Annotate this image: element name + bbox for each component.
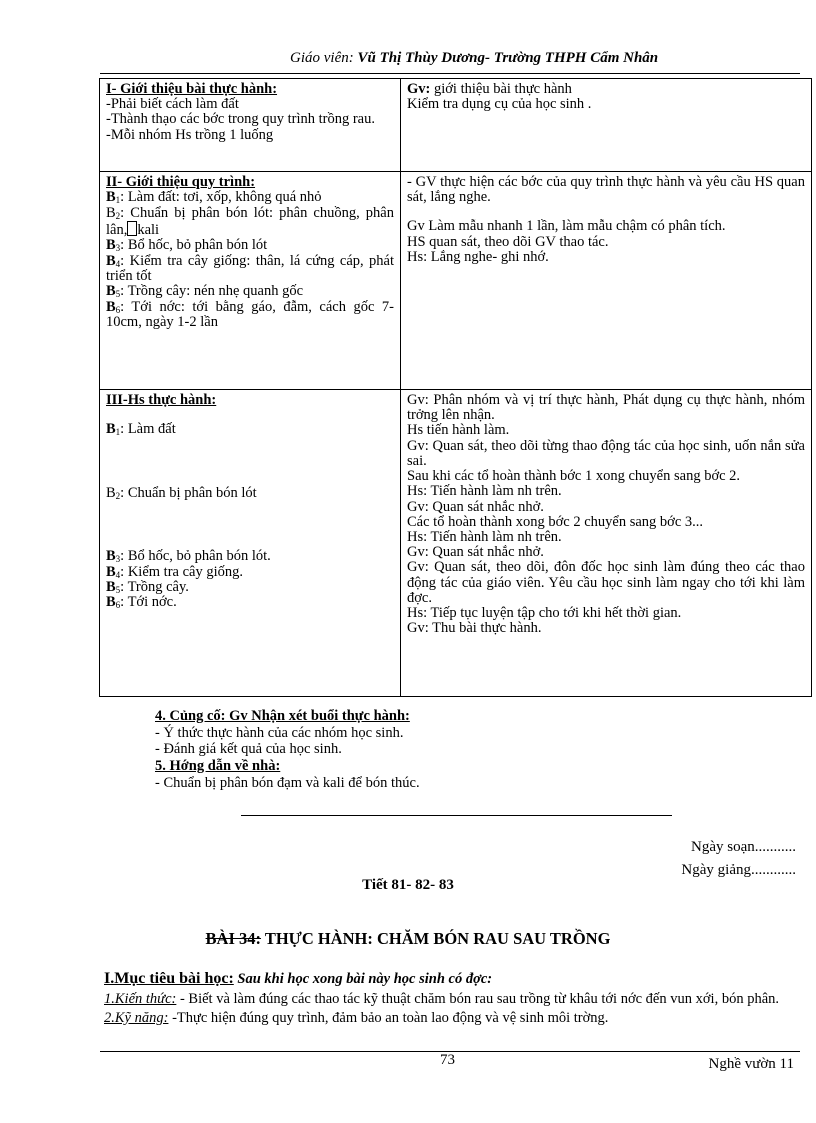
skill-label: 2.Kỹ năng: bbox=[104, 1009, 169, 1026]
objectives-section bbox=[104, 969, 794, 1027]
homework-line: - Chuẩn bị phân bón đạm và kali để bón thúc. bbox=[155, 774, 420, 791]
page-number: 73 bbox=[440, 1052, 455, 1068]
step-text: : Chuẩn bị phân bón lót: phân chuồng, phân lân, bbox=[106, 204, 394, 239]
step-sub: 1 bbox=[115, 427, 121, 438]
step-text: : Làm đất: tơi, xốp, không quá nhỏ bbox=[120, 189, 322, 206]
step-label: B bbox=[106, 484, 116, 501]
procedure-note: Hs: Lắng nghe- ghi nhớ. bbox=[407, 248, 549, 265]
step-text: kali bbox=[137, 222, 160, 239]
section-separator bbox=[241, 815, 672, 816]
period-heading: Tiết 81- 82- 83 bbox=[362, 877, 454, 893]
step-label: B bbox=[106, 252, 116, 269]
step-text: : Chuẩn bị phân bón lót bbox=[120, 484, 257, 501]
practice-title: III-Hs thực hành: bbox=[106, 392, 217, 408]
step-label: B bbox=[106, 283, 116, 300]
practice-note: Gv: Quan sát, theo dõi, đôn đốc học sinh làm đúng theo các thao động tác của giáo viên. Yêu cầu học sinh làm ngay cho tới khi làm đợc. bbox=[407, 559, 805, 606]
procedure-note: - GV thực hiện các bớc của quy trình thực hành và yêu cầu HS quan sát, lắng nghe. bbox=[407, 174, 805, 206]
page-header bbox=[290, 50, 800, 67]
objectives-subtitle: Sau khi học xong bài này học sinh có đợc: bbox=[233, 971, 493, 987]
intro-right-second: Kiểm tra dụng cụ của học sinh . bbox=[407, 96, 592, 113]
step-text: : Bổ hốc, bỏ phân bón lót. bbox=[120, 548, 271, 565]
intro-right-first: giới thiệu bài thực hành bbox=[430, 81, 572, 97]
step-text: : Trồng cây: nén nhẹ quanh gốc bbox=[120, 283, 304, 300]
table-row-procedure bbox=[100, 172, 812, 390]
step-sub: 4 bbox=[115, 258, 121, 269]
intro-right-cell bbox=[401, 79, 812, 172]
step-label: B bbox=[106, 237, 116, 254]
step-sub: 5 bbox=[115, 584, 121, 595]
step-label: B bbox=[106, 548, 116, 565]
lesson-heading bbox=[0, 929, 816, 949]
header-rule bbox=[100, 73, 800, 74]
consolidation-line: - Ý thức thực hành của các nhóm học sinh. bbox=[155, 724, 404, 741]
knowledge-label: 1.Kiến thức: bbox=[104, 990, 177, 1007]
step-text: : Bổ hốc, bỏ phân bón lót bbox=[120, 237, 268, 254]
footer-subject: Nghề vườn 11 bbox=[708, 1056, 794, 1072]
step-label: B bbox=[106, 421, 116, 438]
intro-right-lead: Gv: bbox=[407, 81, 431, 97]
intro-title: I- Giới thiệu bài thực hành: bbox=[106, 81, 278, 97]
practice-note: Sau khi các tổ hoàn thành bớc 1 xong chuyển sang bớc 2. bbox=[407, 468, 741, 485]
lesson-number: BÀI 34: bbox=[205, 929, 262, 948]
intro-left-cell bbox=[100, 79, 401, 172]
practice-note: Hs: Tiến hành làm nh trên. bbox=[407, 528, 562, 545]
dates-block bbox=[681, 836, 796, 883]
procedure-title: II- Giới thiệu quy trình: bbox=[106, 174, 256, 190]
step-sub: 5 bbox=[115, 289, 121, 300]
practice-note: Gv: Thu bài thực hành. bbox=[407, 620, 542, 637]
header-teacher: Vũ Thị Thùy Dương- Trường THPH Cẩm Nhân bbox=[353, 50, 659, 66]
step-label: B bbox=[106, 578, 116, 595]
step-label: B bbox=[106, 204, 116, 221]
step-text: : Kiểm tra cây giống. bbox=[120, 563, 243, 580]
skill-text: -Thực hiện đúng quy trình, đảm bảo an toàn lao động và vệ sinh môi trờng. bbox=[168, 1009, 609, 1026]
procedure-note: HS quan sát, theo dõi GV thao tác. bbox=[407, 233, 609, 250]
intro-line: -Phải biết cách làm đất bbox=[106, 96, 239, 113]
step-text: : Tới nớc: tới bằng gáo, đẫm, cách gốc 7-10cm, ngày 1-2 lần bbox=[106, 298, 394, 331]
practice-note: Các tổ hoàn thành xong bớc 2 chuyển sang bớc 3... bbox=[407, 513, 704, 530]
step-sub: 6 bbox=[115, 600, 121, 611]
step-sub: 1 bbox=[115, 195, 121, 206]
date-prepared: Ngày soạn........... bbox=[691, 839, 796, 855]
step-text: : Kiểm tra cây giống: thân, lá cứng cáp, phát triển tốt bbox=[106, 252, 394, 285]
step-label: B bbox=[106, 563, 116, 580]
practice-note: Hs: Tiến hành làm nh trên. bbox=[407, 483, 562, 500]
consolidation-section bbox=[155, 708, 775, 791]
practice-note: Gv: Quan sát nhắc nhở. bbox=[407, 498, 544, 515]
step-sub: 2 bbox=[115, 210, 121, 221]
lesson-title: THỰC HÀNH: CHĂM BÓN RAU SAU TRỒNG bbox=[261, 929, 611, 948]
practice-note: Gv: Quan sát, theo dõi từng thao động tác của học sinh, uốn nắn sửa sai. bbox=[407, 437, 805, 469]
procedure-note: Gv Làm mẫu nhanh 1 lần, làm mẫu chậm có phân tích. bbox=[407, 218, 726, 235]
step-text: : Trồng cây. bbox=[120, 578, 189, 595]
knowledge-text: - Biết và làm đúng các thao tác kỹ thuật chăm bón rau sau trồng từ khâu tới nớc đến vun xới, bón phân. bbox=[176, 990, 779, 1007]
step-sub: 2 bbox=[115, 490, 121, 501]
objectives-title: I.Mục tiêu bài học: bbox=[104, 970, 234, 987]
lesson-table bbox=[99, 78, 812, 697]
step-sub: 3 bbox=[115, 243, 121, 254]
homework-title: 5. Hớng dẫn về nhà: bbox=[155, 758, 281, 775]
step-sub: 4 bbox=[115, 569, 121, 580]
practice-note: Gv: Quan sát nhắc nhở. bbox=[407, 544, 544, 561]
practice-note: Gv: Phân nhóm và vị trí thực hành, Phát dụng cụ thực hành, nhóm trởng lên nhận. bbox=[407, 392, 805, 424]
step-label: B bbox=[106, 298, 116, 315]
intro-line: -Thành thạo các bớc trong quy trình trồng rau. bbox=[106, 111, 375, 128]
procedure-left-cell bbox=[100, 172, 401, 390]
practice-right-cell bbox=[401, 390, 812, 697]
step-sub: 6 bbox=[115, 304, 121, 315]
consolidation-title: 4. Củng cố: Gv Nhận xét buổi thực hành: bbox=[155, 708, 410, 724]
date-taught: Ngày giảng............ bbox=[681, 862, 796, 879]
step-text: : Tới nớc. bbox=[120, 594, 177, 611]
step-label: B bbox=[106, 594, 116, 611]
step-sub: 3 bbox=[115, 554, 121, 565]
intro-line: -Mỗi nhóm Hs trồng 1 luống bbox=[106, 126, 274, 143]
step-text: : Làm đất bbox=[120, 421, 176, 438]
header-prefix: Giáo viên: bbox=[290, 50, 354, 66]
step-label: B bbox=[106, 189, 116, 206]
procedure-right-cell bbox=[401, 172, 812, 390]
consolidation-line: - Đánh giá kết quả của học sinh. bbox=[155, 741, 342, 758]
table-row-practice bbox=[100, 390, 812, 697]
table-row-intro bbox=[100, 79, 812, 172]
practice-left-cell bbox=[100, 390, 401, 697]
practice-note: Hs: Tiếp tục luyện tập cho tới khi hết thời gian. bbox=[407, 605, 682, 622]
missing-glyph-box bbox=[127, 221, 137, 236]
practice-note: Hs tiến hành làm. bbox=[407, 422, 510, 439]
